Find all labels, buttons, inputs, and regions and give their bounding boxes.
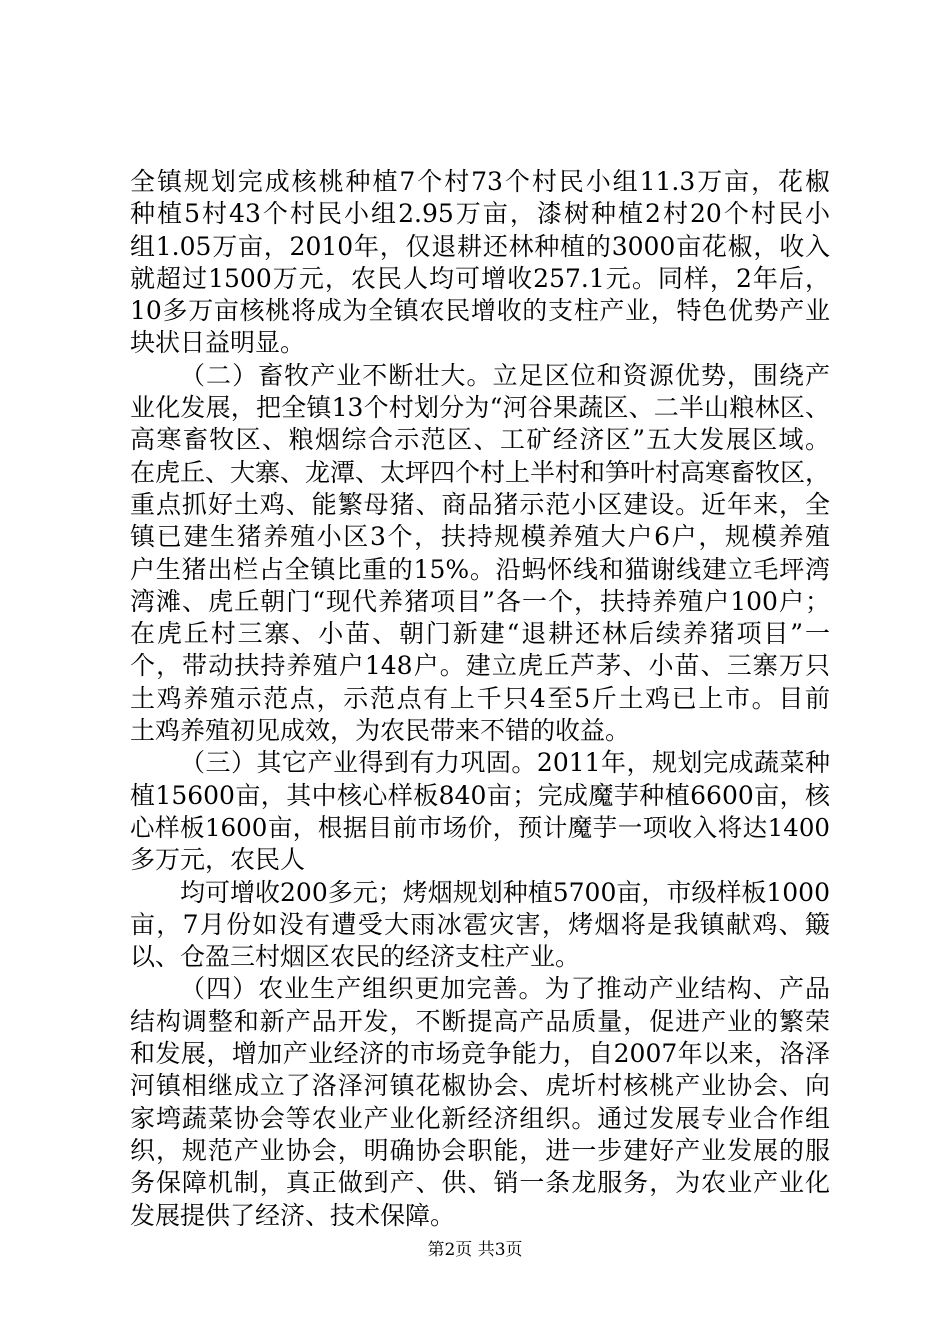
text-line: 植15600亩，其中核心样板840亩；完成魔芋种植6600亩，核 bbox=[130, 780, 830, 810]
text-line: 均可增收200多元；烤烟规划种植5700亩，市级样板1000 bbox=[180, 877, 830, 907]
text-line: 发展提供了经济、技术保障。 bbox=[130, 1200, 456, 1230]
text-line: 全镇规划完成核桃种植7个村73个村民小组11.3万亩，花椒 bbox=[130, 167, 830, 196]
text-line: 河镇相继成立了洛泽河镇花椒协会、虎圻村核桃产业协会、向 bbox=[130, 1071, 830, 1101]
text-line: 高寒畜牧区、粮烟综合示范区、工矿经济区”五大发展区域。 bbox=[130, 425, 830, 455]
text-line: 亩，7月份如没有遭受大雨冰雹灾害，烤烟将是我镇献鸡、簸 bbox=[130, 909, 830, 939]
text-line: 心样板1600亩，根据目前市场价，预计魔芋一项收入将达1400 bbox=[130, 812, 830, 842]
text-line: 户生猪出栏占全镇比重的15%。沿蚂怀线和猫谢线建立毛坪湾 bbox=[130, 554, 830, 584]
page-footer: 第2页 共3页 bbox=[427, 1240, 523, 1260]
text-line: 业化发展，把全镇13个村划分为“河谷果蔬区、二半山粮林区、 bbox=[130, 393, 830, 423]
text-line: 重点抓好土鸡、能繁母猪、商品猪示范小区建设。近年来，全 bbox=[130, 489, 830, 519]
text-line: 个，带动扶持养殖户148户。建立虎丘芦茅、小苗、三寨万只 bbox=[130, 651, 830, 681]
text-line: （四）农业生产组织更加完善。为了推动产业结构、产品 bbox=[180, 974, 830, 1004]
text-line: 在虎丘村三寨、小苗、朝门新建“退耕还林后续养猪项目”一 bbox=[130, 619, 830, 649]
text-line: 家塆蔬菜协会等农业产业化新经济组织。通过发展专业合作组 bbox=[130, 1103, 830, 1133]
text-line: 镇已建生猪养殖小区3个，扶持规模养殖大户6户，规模养殖 bbox=[130, 522, 830, 552]
text-line: 土鸡养殖示范点，示范点有上千只4至5斤土鸡已上市。目前 bbox=[130, 683, 830, 713]
text-line: 土鸡养殖初见成效，为农民带来不错的收益。 bbox=[130, 716, 631, 746]
text-line: 和发展，增加产业经济的市场竞争能力，自2007年以来，洛泽 bbox=[130, 1039, 830, 1069]
text-line: 组1.05万亩，2010年，仅退耕还林种植的3000亩花椒，收入 bbox=[130, 231, 830, 261]
document-body bbox=[130, 166, 830, 1232]
text-line: 务保障机制，真正做到产、供、销一条龙服务，为农业产业化 bbox=[130, 1168, 830, 1198]
text-line: 结构调整和新产品开发，不断提高产品质量，促进产业的繁荣 bbox=[130, 1006, 830, 1036]
text-line: 织，规范产业协会，明确协会职能，进一步建好产业发展的服 bbox=[130, 1135, 830, 1165]
text-line: 以、仓盈三村烟区农民的经济支柱产业。 bbox=[130, 942, 581, 972]
text-line: 块状日益明显。 bbox=[130, 328, 306, 358]
text-line: 种植5村43个村民小组2.95万亩，漆树种植2村20个村民小 bbox=[130, 199, 830, 229]
text-line: （二）畜牧产业不断壮大。立足区位和资源优势，围绕产 bbox=[180, 360, 830, 390]
text-line: 多万元，农民人 bbox=[130, 845, 306, 875]
text-line: 在虎丘、大寨、龙潭、太坪四个村上半村和笋叶村高寒畜牧区， bbox=[130, 457, 830, 487]
text-line: 湾滩、虎丘朝门“现代养猪项目”各一个，扶持养殖户100户； bbox=[130, 586, 830, 616]
text-line: 10多万亩核桃将成为全镇农民增收的支柱产业，特色优势产业 bbox=[130, 296, 830, 326]
text-line: （三）其它产业得到有力巩固。2011年，规划完成蔬菜种 bbox=[180, 748, 830, 778]
text-line: 就超过1500万元，农民人均可增收257.1元。同样，2年后， bbox=[130, 263, 830, 293]
